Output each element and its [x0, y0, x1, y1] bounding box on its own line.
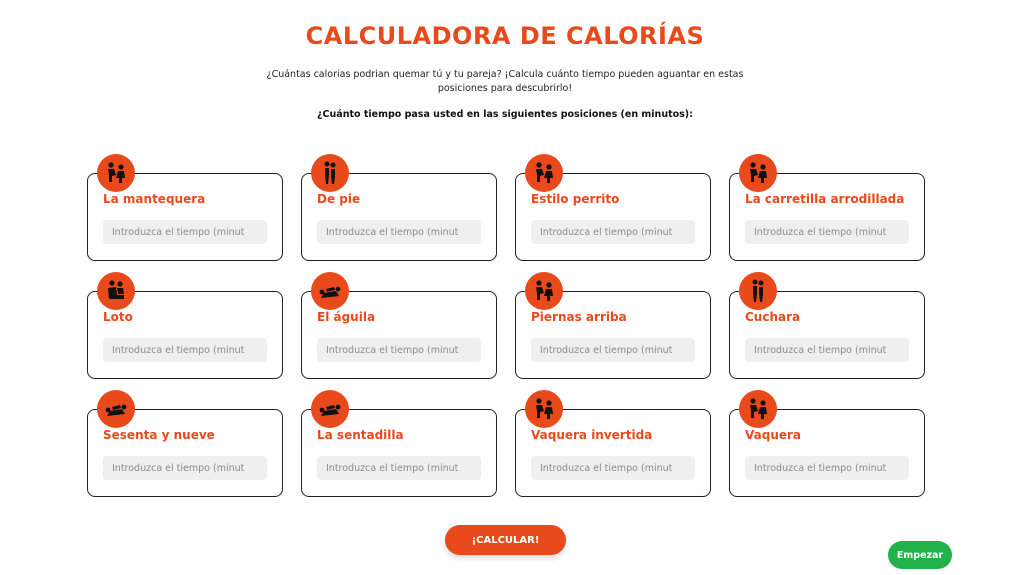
couple-lying-icon	[311, 272, 349, 310]
couple-standing-icon	[739, 272, 777, 310]
position-card	[515, 173, 711, 261]
couple-lying-icon	[97, 390, 135, 428]
position-label: Sesenta y nueve	[103, 428, 215, 442]
position-card	[729, 409, 925, 497]
time-input[interactable]	[531, 220, 695, 244]
couple-position-icon	[525, 390, 563, 428]
position-label: Estilo perrito	[531, 192, 620, 206]
position-label: Loto	[103, 310, 133, 324]
position-card	[87, 173, 283, 261]
time-input[interactable]	[317, 338, 481, 362]
position-label: La carretilla arrodillada	[745, 192, 905, 206]
couple-standing-icon-glyph	[317, 160, 343, 186]
time-input[interactable]	[103, 338, 267, 362]
couple-position-icon	[97, 154, 135, 192]
positions-grid	[87, 173, 925, 497]
couple-position-icon	[525, 154, 563, 192]
start-button[interactable]: Empezar	[888, 541, 952, 569]
page-subtitle: ¿Cuántas calorias podrian quemar tú y tu pareja? ¡Calcula cuánto tiempo pueden aguantar en estas posiciones para descubrirlo!	[266, 69, 744, 94]
time-input[interactable]	[531, 456, 695, 480]
position-card	[301, 409, 497, 497]
time-input[interactable]	[531, 338, 695, 362]
couple-position-icon	[739, 154, 777, 192]
position-label: La mantequera	[103, 192, 206, 206]
couple-standing-icon	[311, 154, 349, 192]
couple-position-icon-glyph	[745, 160, 771, 186]
calculate-button[interactable]: ¡CALCULAR!	[445, 525, 566, 555]
question-heading: ¿Cuánto tiempo pasa usted en las siguientes posiciones (en minutos):	[317, 109, 693, 120]
couple-position-icon	[739, 390, 777, 428]
couple-position-icon-glyph	[531, 160, 557, 186]
position-card	[87, 409, 283, 497]
position-card	[729, 291, 925, 379]
time-input[interactable]	[317, 220, 481, 244]
couple-lying-icon-glyph	[317, 396, 343, 422]
position-card	[729, 173, 925, 261]
couple-standing-icon-glyph	[745, 278, 771, 304]
position-card	[87, 291, 283, 379]
couple-position-icon-glyph	[745, 396, 771, 422]
position-card	[301, 173, 497, 261]
couple-lying-icon-glyph	[103, 396, 129, 422]
couple-position-icon-glyph	[531, 278, 557, 304]
position-card	[515, 409, 711, 497]
couple-sitting-icon-glyph	[103, 278, 129, 304]
couple-lying-icon-glyph	[317, 278, 343, 304]
couple-lying-icon	[311, 390, 349, 428]
position-label: Cuchara	[745, 310, 801, 324]
position-label: Piernas arriba	[531, 310, 627, 324]
time-input[interactable]	[317, 456, 481, 480]
time-input[interactable]	[745, 220, 909, 244]
time-input[interactable]	[103, 456, 267, 480]
time-input[interactable]	[745, 338, 909, 362]
page-title: CALCULADORA DE CALORÍAS	[305, 22, 705, 50]
time-input[interactable]	[103, 220, 267, 244]
couple-sitting-icon	[97, 272, 135, 310]
position-card	[301, 291, 497, 379]
position-card	[515, 291, 711, 379]
position-label: Vaquera invertida	[531, 428, 653, 442]
couple-position-icon	[525, 272, 563, 310]
position-label: La sentadilla	[317, 428, 404, 442]
position-label: Vaquera	[745, 428, 802, 442]
time-input[interactable]	[745, 456, 909, 480]
couple-position-icon-glyph	[103, 160, 129, 186]
position-label: De pie	[317, 192, 361, 206]
couple-position-icon-glyph	[531, 396, 557, 422]
position-label: El águila	[317, 310, 376, 324]
